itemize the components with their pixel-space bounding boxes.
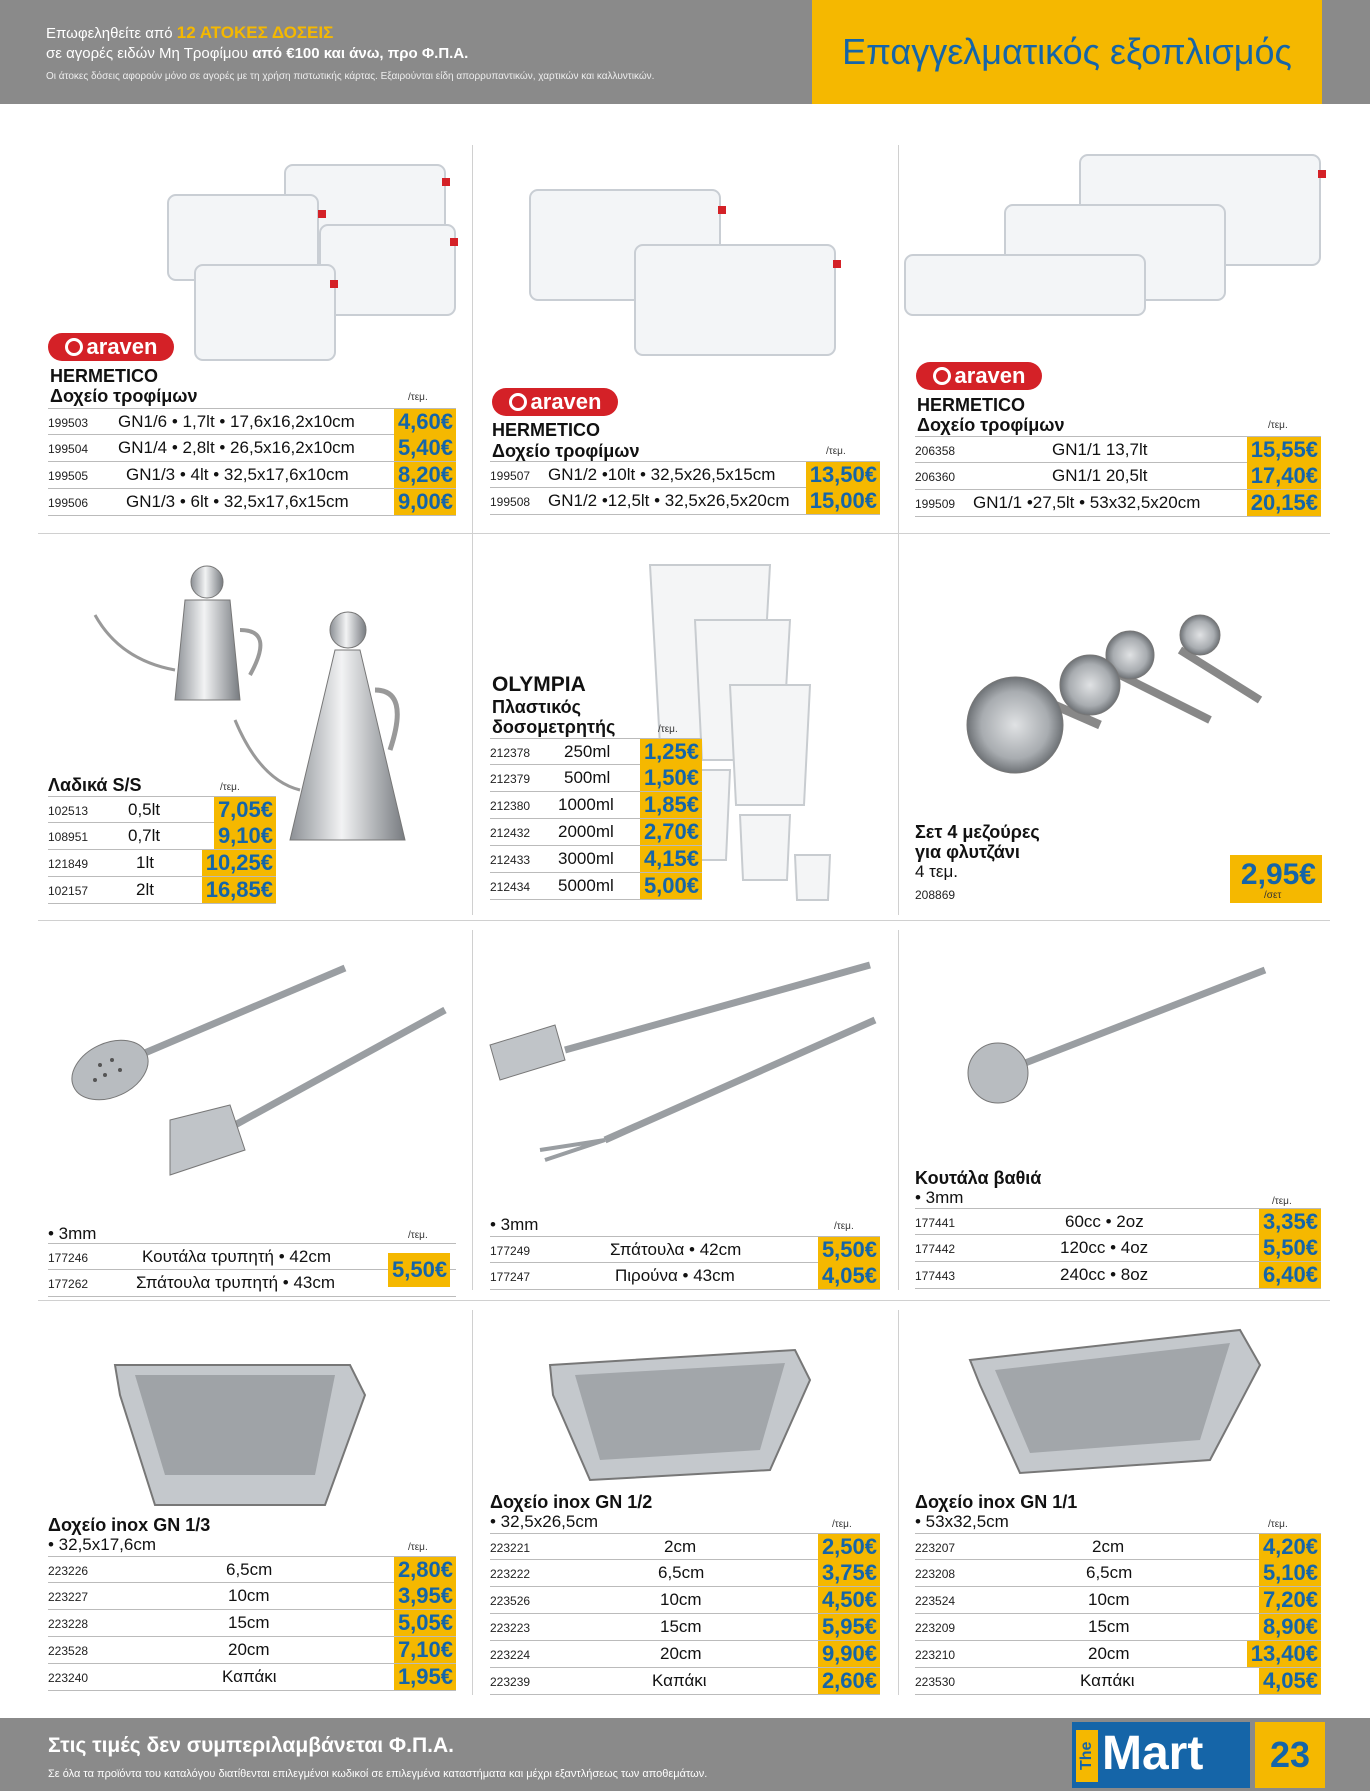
product-code: 199508 — [490, 495, 531, 509]
divider — [898, 545, 899, 915]
price-table — [915, 436, 1321, 517]
table-row — [915, 1668, 1321, 1695]
unit-label: /σετ — [1264, 890, 1282, 901]
price-tag: 5,50€ — [388, 1253, 450, 1287]
table-row — [48, 489, 456, 516]
product-desc: 500ml — [564, 768, 611, 787]
price-tag: 9,00€ — [394, 489, 456, 515]
price-tag: 15,00€ — [806, 488, 880, 514]
price-tag: 17,40€ — [1247, 463, 1321, 489]
installments-condition — [46, 45, 468, 62]
product-desc: 10cm — [660, 1590, 702, 1609]
product-code: 223207 — [915, 1541, 956, 1555]
price-table — [915, 1533, 1321, 1695]
product-desc: 15cm — [1088, 1617, 1130, 1636]
product-code: 223221 — [490, 1541, 531, 1555]
price-tag: 1,85€ — [640, 792, 702, 818]
product-code: 102157 — [48, 884, 89, 898]
product-spec: • 32,5x17,6cm — [48, 1535, 157, 1554]
unit-label: /τεμ. — [832, 1519, 852, 1530]
product-spec: • 3mm — [48, 1224, 97, 1243]
product-code: 199506 — [48, 496, 89, 510]
divider — [898, 930, 899, 1290]
price-tag: 7,20€ — [1259, 1587, 1321, 1613]
unit-label: /τεμ. — [826, 446, 846, 457]
product-code: 212432 — [490, 826, 531, 840]
price-tag: 2,70€ — [640, 819, 702, 845]
price-table — [490, 738, 702, 900]
table-row — [490, 461, 880, 488]
unit-label: /τεμ. — [834, 1221, 854, 1232]
divider — [38, 1300, 1330, 1301]
product-spec: • 32,5x26,5cm — [490, 1512, 599, 1531]
unit-label: /τεμ. — [408, 1230, 428, 1241]
gastronorm-pan-image — [545, 1345, 815, 1485]
price-tag: 15,55€ — [1247, 437, 1321, 463]
table-row — [915, 1533, 1321, 1560]
price-tag: 7,05€ — [214, 797, 276, 823]
price-tag: 3,75€ — [818, 1560, 880, 1586]
installments-pre: Επωφεληθείτε από — [46, 25, 173, 42]
product-desc: 120cc • 4oz — [1060, 1238, 1149, 1257]
product-desc: 1lt — [136, 853, 154, 872]
product-spec: • 53x32,5cm — [915, 1512, 1009, 1531]
divider — [472, 1310, 473, 1695]
product-spec: • 3mm — [490, 1215, 539, 1234]
product-desc: 15cm — [228, 1613, 270, 1632]
product-desc: GN1/1 20,5lt — [1052, 466, 1148, 485]
table-row — [490, 738, 702, 765]
table-row — [915, 436, 1321, 463]
product-desc: GN1/3 • 6lt • 32,5x17,6x15cm — [126, 492, 349, 511]
price-table — [490, 1533, 880, 1695]
table-row — [48, 796, 276, 823]
product-code: 177443 — [915, 1269, 956, 1283]
divider — [38, 533, 1330, 534]
product-code: 206358 — [915, 444, 956, 458]
product-desc: 2cm — [664, 1537, 697, 1556]
table-row — [48, 1583, 456, 1610]
price-tag: 5,50€ — [818, 1237, 880, 1263]
divider — [38, 920, 1330, 921]
product-name: Δοχείο inox GN 1/1 — [915, 1492, 1078, 1512]
gastronorm-pan-image — [965, 1325, 1265, 1475]
brand-text: araven — [530, 389, 602, 414]
food-containers-image — [900, 150, 1330, 350]
food-containers-image — [160, 150, 460, 370]
price-tag: 9,10€ — [214, 823, 276, 849]
product-code: 223524 — [915, 1594, 956, 1608]
table-row — [48, 1637, 456, 1664]
product-name: Λαδικά S/S — [48, 775, 142, 795]
product-code: 212378 — [490, 746, 531, 760]
table-row — [490, 765, 702, 792]
araven-logo — [48, 333, 174, 361]
table-row — [48, 462, 456, 489]
product-desc: 250ml — [564, 742, 611, 761]
vat-notice: Στις τιμές δεν συμπεριλαμβάνεται Φ.Π.Α. — [48, 1734, 455, 1757]
price-table — [48, 796, 276, 904]
product-code: 223227 — [48, 1590, 89, 1604]
price-tag: 5,10€ — [1259, 1560, 1321, 1586]
product-desc: Σπάτουλα • 42cm — [610, 1240, 742, 1259]
product-subtitle: για φλυτζάνι — [915, 842, 1020, 862]
page-title: Επαγγελματικός εξοπλισμός — [812, 0, 1322, 104]
table-row — [48, 877, 276, 904]
product-code: 223530 — [915, 1675, 956, 1689]
table-row — [915, 1262, 1321, 1289]
price-tag: 10,25€ — [202, 850, 276, 876]
product-desc: 10cm — [228, 1586, 270, 1605]
spatula-fork-image — [485, 960, 885, 1190]
product-subtitle: Δοχείο τροφίμων — [50, 386, 198, 406]
price-tag: 4,60€ — [394, 409, 456, 435]
unit-label: /τεμ. — [1268, 1519, 1288, 1530]
table-row — [490, 1263, 880, 1290]
installments-highlight: 12 ΑΤΟΚΕΣ ΔΟΣΕΙΣ — [176, 23, 334, 42]
price-table — [48, 408, 456, 516]
table-row — [48, 850, 276, 877]
table-row — [490, 1236, 880, 1263]
product-desc: 20cm — [1088, 1644, 1130, 1663]
product-code: 223222 — [490, 1567, 531, 1581]
product-code: 223208 — [915, 1567, 956, 1581]
product-desc: 1000ml — [558, 795, 614, 814]
product-code: 177262 — [48, 1277, 89, 1291]
product-desc: GN1/3 • 4lt • 32,5x17,6x10cm — [126, 465, 349, 484]
price-tag: 4,05€ — [1259, 1668, 1321, 1694]
product-code: 212379 — [490, 772, 531, 786]
price-value: 2,95€ — [1240, 858, 1316, 891]
product-desc: GN1/1 13,7lt — [1052, 440, 1148, 459]
table-row — [490, 1587, 880, 1614]
product-code: 223226 — [48, 1564, 89, 1578]
unit-label: /τεμ. — [1272, 1196, 1292, 1207]
table-row — [48, 408, 456, 435]
product-code: 223528 — [48, 1644, 89, 1658]
product-code: 223526 — [490, 1594, 531, 1608]
araven-logo — [492, 388, 618, 416]
divider — [898, 1310, 899, 1695]
price-tag: 5,05€ — [394, 1610, 456, 1636]
the-mart-logo — [1072, 1722, 1250, 1788]
product-desc: 0,7lt — [128, 826, 161, 845]
product-code: 177442 — [915, 1242, 956, 1256]
price-table — [490, 461, 880, 515]
product-name: Σετ 4 μεζούρες — [915, 822, 1040, 842]
price-tag: 13,40€ — [1247, 1641, 1321, 1667]
unit-label: /τεμ. — [408, 1542, 428, 1553]
product-code: 206360 — [915, 470, 956, 484]
product-name: HERMETICO — [492, 420, 600, 440]
product-desc: 2000ml — [558, 822, 614, 841]
price-tag: 4,05€ — [818, 1263, 880, 1289]
price-tag: 1,25€ — [640, 739, 702, 765]
price-tag: 9,90€ — [818, 1641, 880, 1667]
logo-the: The — [1076, 1730, 1098, 1782]
price-tag: 3,95€ — [394, 1583, 456, 1609]
product-desc: GN1/6 • 1,7lt • 17,6x16,2x10cm — [118, 412, 355, 431]
table-row — [490, 1668, 880, 1695]
price-tag: 7,10€ — [394, 1637, 456, 1663]
skimmer-spatula-image — [60, 960, 460, 1190]
product-desc: Καπάκι — [652, 1671, 707, 1690]
price-tag: 4,15€ — [640, 846, 702, 872]
installments-note: Οι άτοκες δόσεις αφορούν μόνο σε αγορές με τη χρήση πιστωτικής κάρτας. Εξαιρούνται είδη απορρυπαντικών, χαρτικών και καλλυντικών. — [46, 71, 655, 82]
product-desc: 0,5lt — [128, 800, 161, 819]
product-code: 199509 — [915, 497, 956, 511]
product-desc: GN1/2 •12,5lt • 32,5x26,5x20cm — [548, 491, 790, 510]
product-code: 177249 — [490, 1244, 531, 1258]
product-desc: 6,5cm — [1086, 1563, 1133, 1582]
product-desc: Κουτάλα τρυπητή • 42cm — [142, 1247, 331, 1266]
condition-pre: σε αγορές ειδών Μη Τροφίμου — [46, 45, 249, 62]
condition-bold: από €100 και άνω, προ Φ.Π.Α. — [252, 45, 469, 62]
product-desc: 240cc • 8oz — [1060, 1265, 1149, 1284]
product-code: 223239 — [490, 1675, 531, 1689]
table-row — [490, 873, 702, 900]
price-tag: 2,80€ — [394, 1557, 456, 1583]
table-row — [915, 1641, 1321, 1668]
product-desc: GN1/1 •27,5lt • 53x32,5x20cm — [973, 493, 1201, 512]
table-row — [915, 1208, 1321, 1235]
brand-name: OLYMPIA — [492, 673, 586, 696]
product-code: 177441 — [915, 1216, 956, 1230]
price-tag: 2,60€ — [818, 1668, 880, 1694]
araven-logo — [916, 362, 1042, 390]
table-row — [48, 1610, 456, 1637]
table-row — [490, 1533, 880, 1560]
product-name: Κουτάλα βαθιά — [915, 1168, 1042, 1188]
product-desc: 6,5cm — [658, 1563, 705, 1582]
logo-mart: Mart — [1102, 1727, 1204, 1780]
brand-text: araven — [954, 363, 1026, 388]
product-code: 199507 — [490, 469, 531, 483]
product-desc: Σπάτουλα τρυπητή • 43cm — [136, 1273, 336, 1292]
product-name: HERMETICO — [50, 366, 158, 386]
product-code: 102513 — [48, 804, 89, 818]
product-code: 199503 — [48, 416, 89, 430]
product-code: 223224 — [490, 1648, 531, 1662]
product-name: Δοχείο inox GN 1/2 — [490, 1492, 653, 1512]
product-code: 212380 — [490, 799, 531, 813]
product-desc: 2cm — [1092, 1537, 1125, 1556]
food-containers-image — [525, 180, 855, 360]
product-name: Πλαστικός — [492, 697, 581, 717]
product-desc: GN1/2 •10lt • 32,5x26,5x15cm — [548, 465, 776, 484]
product-code: 121849 — [48, 857, 89, 871]
product-code: 223210 — [915, 1648, 956, 1662]
product-desc: Καπάκι — [222, 1667, 277, 1686]
product-desc: GN1/4 • 2,8lt • 26,5x16,2x10cm — [118, 438, 355, 457]
price-tag: 20,15€ — [1247, 490, 1321, 516]
product-code: 223209 — [915, 1621, 956, 1635]
product-desc: 20cm — [228, 1640, 270, 1659]
product-desc: Καπάκι — [1080, 1671, 1135, 1690]
table-row — [915, 1614, 1321, 1641]
page-number: 23 — [1255, 1722, 1325, 1788]
price-tag: 8,20€ — [394, 462, 456, 488]
table-row — [915, 1560, 1321, 1587]
price-tag: 2,50€ — [818, 1534, 880, 1560]
product-qty: 4 τεμ. — [915, 862, 958, 881]
table-row — [915, 490, 1321, 517]
product-code: 208869 — [915, 888, 956, 902]
table-row — [490, 1614, 880, 1641]
brand-text: araven — [86, 334, 158, 359]
price-tag: 5,95€ — [818, 1614, 880, 1640]
price-table — [490, 1236, 880, 1290]
product-name: Δοχείο inox GN 1/3 — [48, 1515, 211, 1535]
divider — [472, 545, 473, 915]
product-code: 212433 — [490, 853, 531, 867]
product-desc: 6,5cm — [226, 1560, 273, 1579]
table-row — [490, 846, 702, 873]
table-row — [48, 1556, 456, 1583]
product-code: 177246 — [48, 1251, 89, 1265]
unit-label: /τεμ. — [408, 392, 428, 403]
product-name: HERMETICO — [917, 395, 1025, 415]
price-tag: 5,00€ — [640, 873, 702, 899]
product-desc: Πιρούνα • 43cm — [615, 1266, 735, 1285]
product-desc: 3000ml — [558, 849, 614, 868]
price-tag: 16,85€ — [202, 877, 276, 903]
table-row — [490, 1560, 880, 1587]
price-tag: 4,50€ — [818, 1587, 880, 1613]
unit-label: /τεμ. — [1268, 420, 1288, 431]
product-spec: • 3mm — [915, 1188, 964, 1207]
product-subtitle: Δοχείο τροφίμων — [492, 441, 640, 461]
price-tag: 5,40€ — [394, 435, 456, 461]
measuring-cups-image — [960, 610, 1270, 790]
product-code: 199504 — [48, 442, 89, 456]
unit-label: /τεμ. — [220, 782, 240, 793]
table-row — [48, 435, 456, 462]
product-desc: 5000ml — [558, 876, 614, 895]
product-code: 108951 — [48, 830, 89, 844]
gastronorm-pan-image — [110, 1355, 370, 1515]
table-row — [915, 1587, 1321, 1614]
price-tag: 3,35€ — [1259, 1209, 1321, 1235]
price-tag: 6,40€ — [1259, 1262, 1321, 1288]
table-row — [490, 819, 702, 846]
unit-label: /τεμ. — [658, 724, 678, 735]
table-row — [915, 1235, 1321, 1262]
price-tag: 8,90€ — [1259, 1614, 1321, 1640]
table-row — [490, 1641, 880, 1668]
price-tag: 4,20€ — [1259, 1534, 1321, 1560]
product-code: 212434 — [490, 880, 531, 894]
price-tag: 5,50€ — [1259, 1235, 1321, 1261]
ladle-image — [960, 965, 1280, 1115]
price-table — [915, 1208, 1321, 1289]
product-subtitle: Δοχείο τροφίμων — [917, 415, 1065, 435]
product-subtitle: δοσομετρητής — [492, 717, 616, 737]
product-desc: 20cm — [660, 1644, 702, 1663]
table-row — [48, 823, 276, 850]
price-tag: 1,95€ — [394, 1664, 456, 1690]
price-tag: 13,50€ — [806, 462, 880, 488]
table-row — [48, 1664, 456, 1691]
price-tag: 1,50€ — [640, 765, 702, 791]
availability-notice: Σε όλα τα προϊόντα του καταλόγου διατίθενται επιλεγμένοι κωδικοί σε επιλεγμένα καταστήματα και μέχρι εξαντλήσεως των αποθεμάτων. — [48, 1768, 708, 1780]
product-code: 177247 — [490, 1270, 531, 1284]
product-code: 223228 — [48, 1617, 89, 1631]
product-desc: 10cm — [1088, 1590, 1130, 1609]
product-desc: 60cc • 2oz — [1065, 1212, 1144, 1231]
product-code: 223240 — [48, 1671, 89, 1685]
price-table — [48, 1556, 456, 1691]
installments-line — [46, 23, 333, 43]
product-code: 199505 — [48, 469, 89, 483]
table-row — [490, 488, 880, 515]
product-desc: 15cm — [660, 1617, 702, 1636]
table-row — [490, 792, 702, 819]
divider — [472, 930, 473, 1290]
product-code: 223223 — [490, 1621, 531, 1635]
table-row — [915, 463, 1321, 490]
product-desc: 2lt — [136, 880, 154, 899]
